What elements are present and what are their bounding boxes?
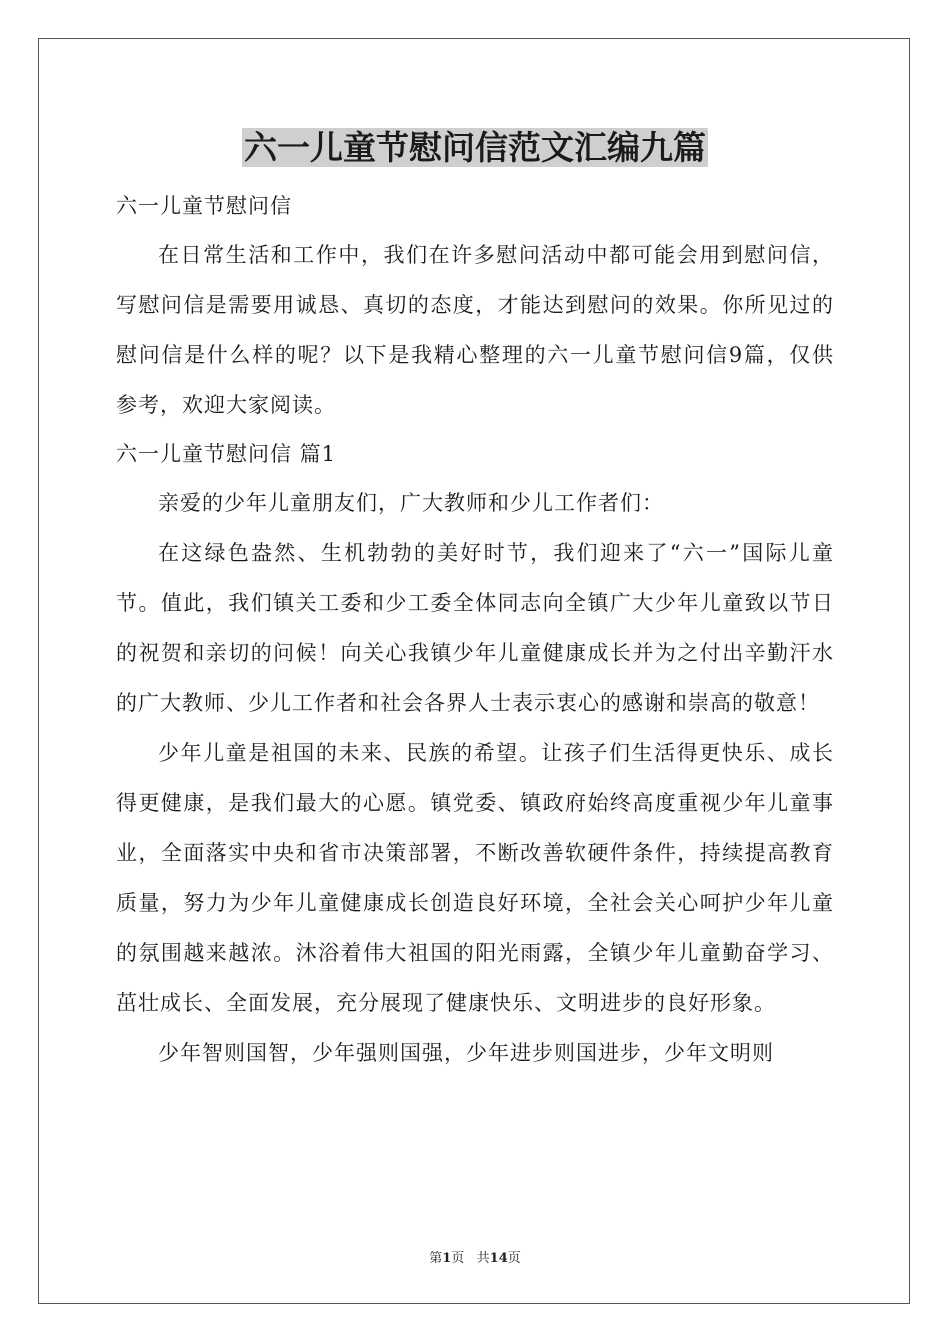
- footer-page-number: 1: [442, 1251, 452, 1266]
- footer-page-mid: 页 共: [451, 1251, 490, 1266]
- body-paragraph-2: 少年儿童是祖国的未来、民族的希望。让孩子们生活得更快乐、成长得更健康，是我们最大的心愿。镇党委、镇政府始终高度重视少年儿童事业，全面落实中央和省市决策部署，不断改善软硬件条件，持续提高教育质量，努力为少年儿童健康成长创造良好环境，全社会关心呵护少年儿童的氛围越来越浓。沐浴着伟大祖国的阳光雨露，全镇少年儿童勤奋学习、茁壮成长、全面发展，充分展现了健康快乐、文明进步的良好形象。: [116, 741, 834, 1015]
- body-paragraph-3: 少年智则国智，少年强则国强，少年进步则国进步，少年文明则: [158, 1041, 774, 1065]
- document-title: [116, 120, 834, 176]
- document-title-text: 六一儿童节慰问信范文汇编九篇: [244, 128, 706, 167]
- salutation-paragraph: 亲爱的少年儿童朋友们，广大教师和少儿工作者们：: [158, 491, 664, 515]
- footer-page-suffix: 页: [507, 1251, 521, 1266]
- section-heading: 六一儿童节慰问信: [116, 194, 292, 218]
- footer-page-total: 14: [489, 1251, 508, 1266]
- letter-heading: 六一儿童节慰问信 篇1: [116, 442, 337, 466]
- page-footer: [0, 1247, 950, 1266]
- body-paragraph-1: 在这绿色盎然、生机勃勃的美好时节，我们迎来了“六一”国际儿童节。值此，我们镇关工委和少工委全体同志向全镇广大少年儿童致以节日的祝贺和亲切的问候！向关心我镇少年儿童健康成长并为之付出辛勤汗水的广大教师、少儿工作者和社会各界人士表示衷心的感谢和崇高的敬意！: [116, 541, 834, 715]
- document-body: [116, 120, 834, 1078]
- intro-paragraph: 在日常生活和工作中，我们在许多慰问活动中都可能会用到慰问信，写慰问信是需要用诚恳、真切的态度，才能达到慰问的效果。你所见过的慰问信是什么样的呢？以下是我精心整理的六一儿童节慰问信9篇，仅供参考，欢迎大家阅读。: [116, 243, 834, 417]
- footer-page-prefix: 第: [429, 1251, 443, 1266]
